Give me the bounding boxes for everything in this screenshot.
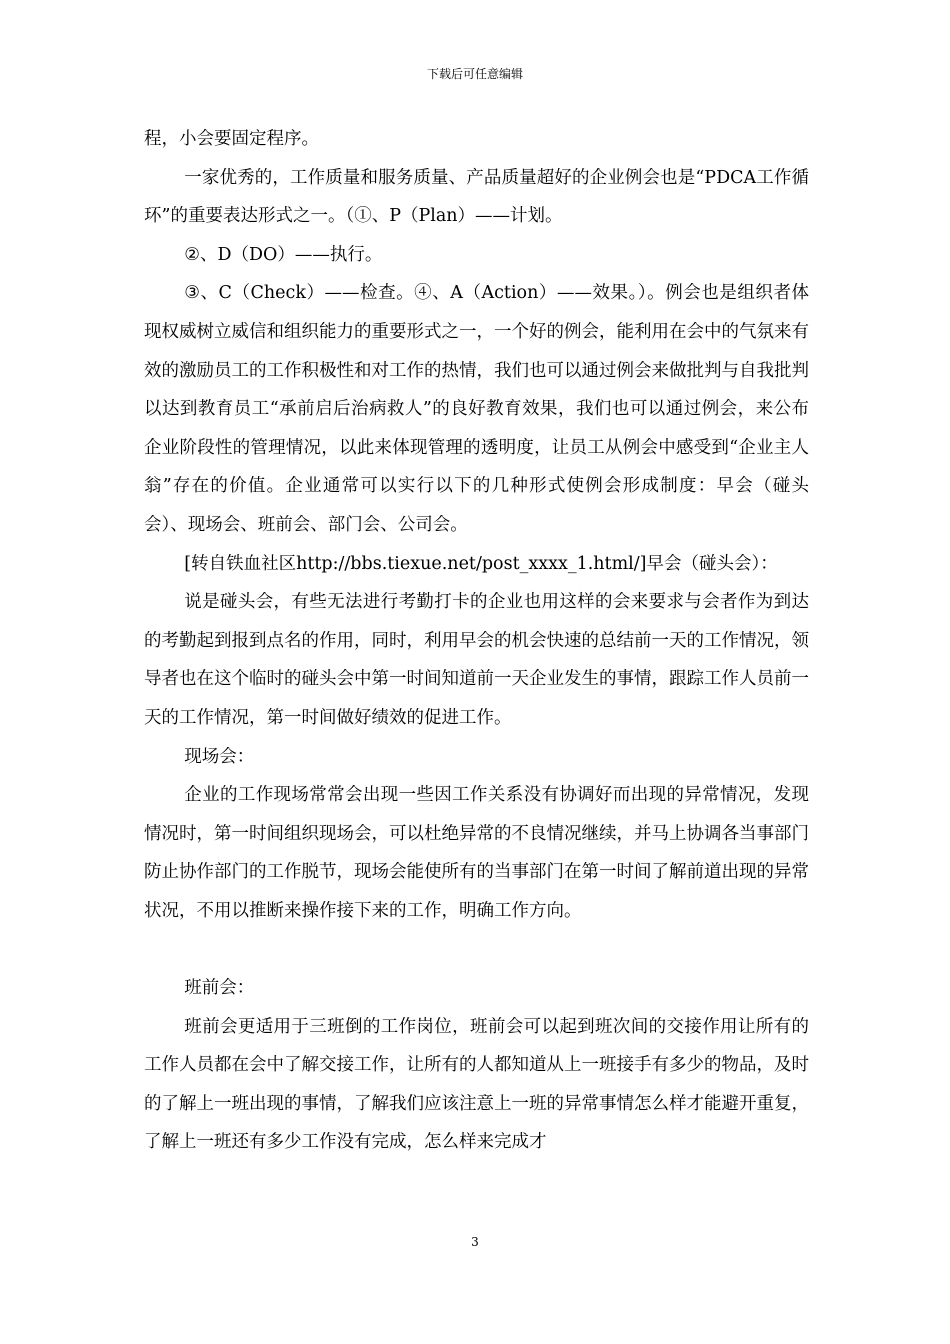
paragraph-continuation: 程，小会要固定程序。 xyxy=(144,129,319,149)
heading-onsite-meeting: 现场会： xyxy=(184,746,255,767)
heading-preshift-meeting: 班前会： xyxy=(184,978,255,999)
paragraph-onsite-meeting: 企业的工作现场常常会出现一些因工作关系没有协调好而出现的异常情况，发现情况时，第一时间组织现场会，可以杜绝异常的不良情况继续，并马上协调各当事部门防止协作部门的工作脱节，现场会能使所有的当事部门在第一时间了解前道出现的异常状况，不用以推断来操作接下来的工作，明确工作方向。 xyxy=(144,785,809,921)
paragraph-source-note: [转自铁血社区http://bbs.tiexue.net/post_xxxx_1.html/]早会（碰头会）： xyxy=(184,553,778,574)
paragraph-pdca-check-action: ③、C（Check）——检查。④、A（Action）——效果。）。例会也是组织者体现权威树立威信和组织能力的重要形式之一，一个好的例会，能利用在会中的气氛来有效的激励员工的工作积极性和对工作的热情，我们也可以通过例会来做批判与自我批判以达到教育员工“承前启后治病救人”的良好教育效果，我们也可以通过例会，来公布企业阶段性的管理情况，以此来体现管理的透明度，让员工从例会中感受到“企业主人翁”存在的价值。企业通常可以实行以下的几种形式使例会形成制度：早会（碰头会）、现场会、班前会、部门会、公司会。 xyxy=(144,283,809,535)
document-body xyxy=(144,120,809,1162)
paragraph-pdca-do: ②、D（DO）——执行。 xyxy=(184,244,383,265)
paragraph-morning-meeting: 说是碰头会，有些无法进行考勤打卡的企业也用这样的会来要求与会者作为到达的考勤起到报到点名的作用，同时，利用早会的机会快速的总结前一天的工作情况，领导者也在这个临时的碰头会中第一时间知道前一天企业发生的事情，跟踪工作人员前一天的工作情况，第一时间做好绩效的促进工作。 xyxy=(144,592,809,728)
paragraph-pdca-intro: 一家优秀的，工作质量和服务质量、产品质量超好的企业例会也是“PDCA工作循环”的重要表达形式之一。（①、P（Plan）——计划。 xyxy=(144,167,809,227)
page-header: 下载后可任意编辑 xyxy=(426,67,523,81)
page-number: 3 xyxy=(471,1235,479,1249)
paragraph-preshift-meeting: 班前会更适用于三班倒的工作岗位，班前会可以起到班次间的交接作用让所有的工作人员都在会中了解交接工作，让所有的人都知道从上一班接手有多少的物品，及时的了解上一班出现的事情，了解我们应该注意上一班的异常事情怎么样才能避开重复，了解上一班还有多少工作没有完成，怎么样来完成才 xyxy=(144,1016,809,1153)
